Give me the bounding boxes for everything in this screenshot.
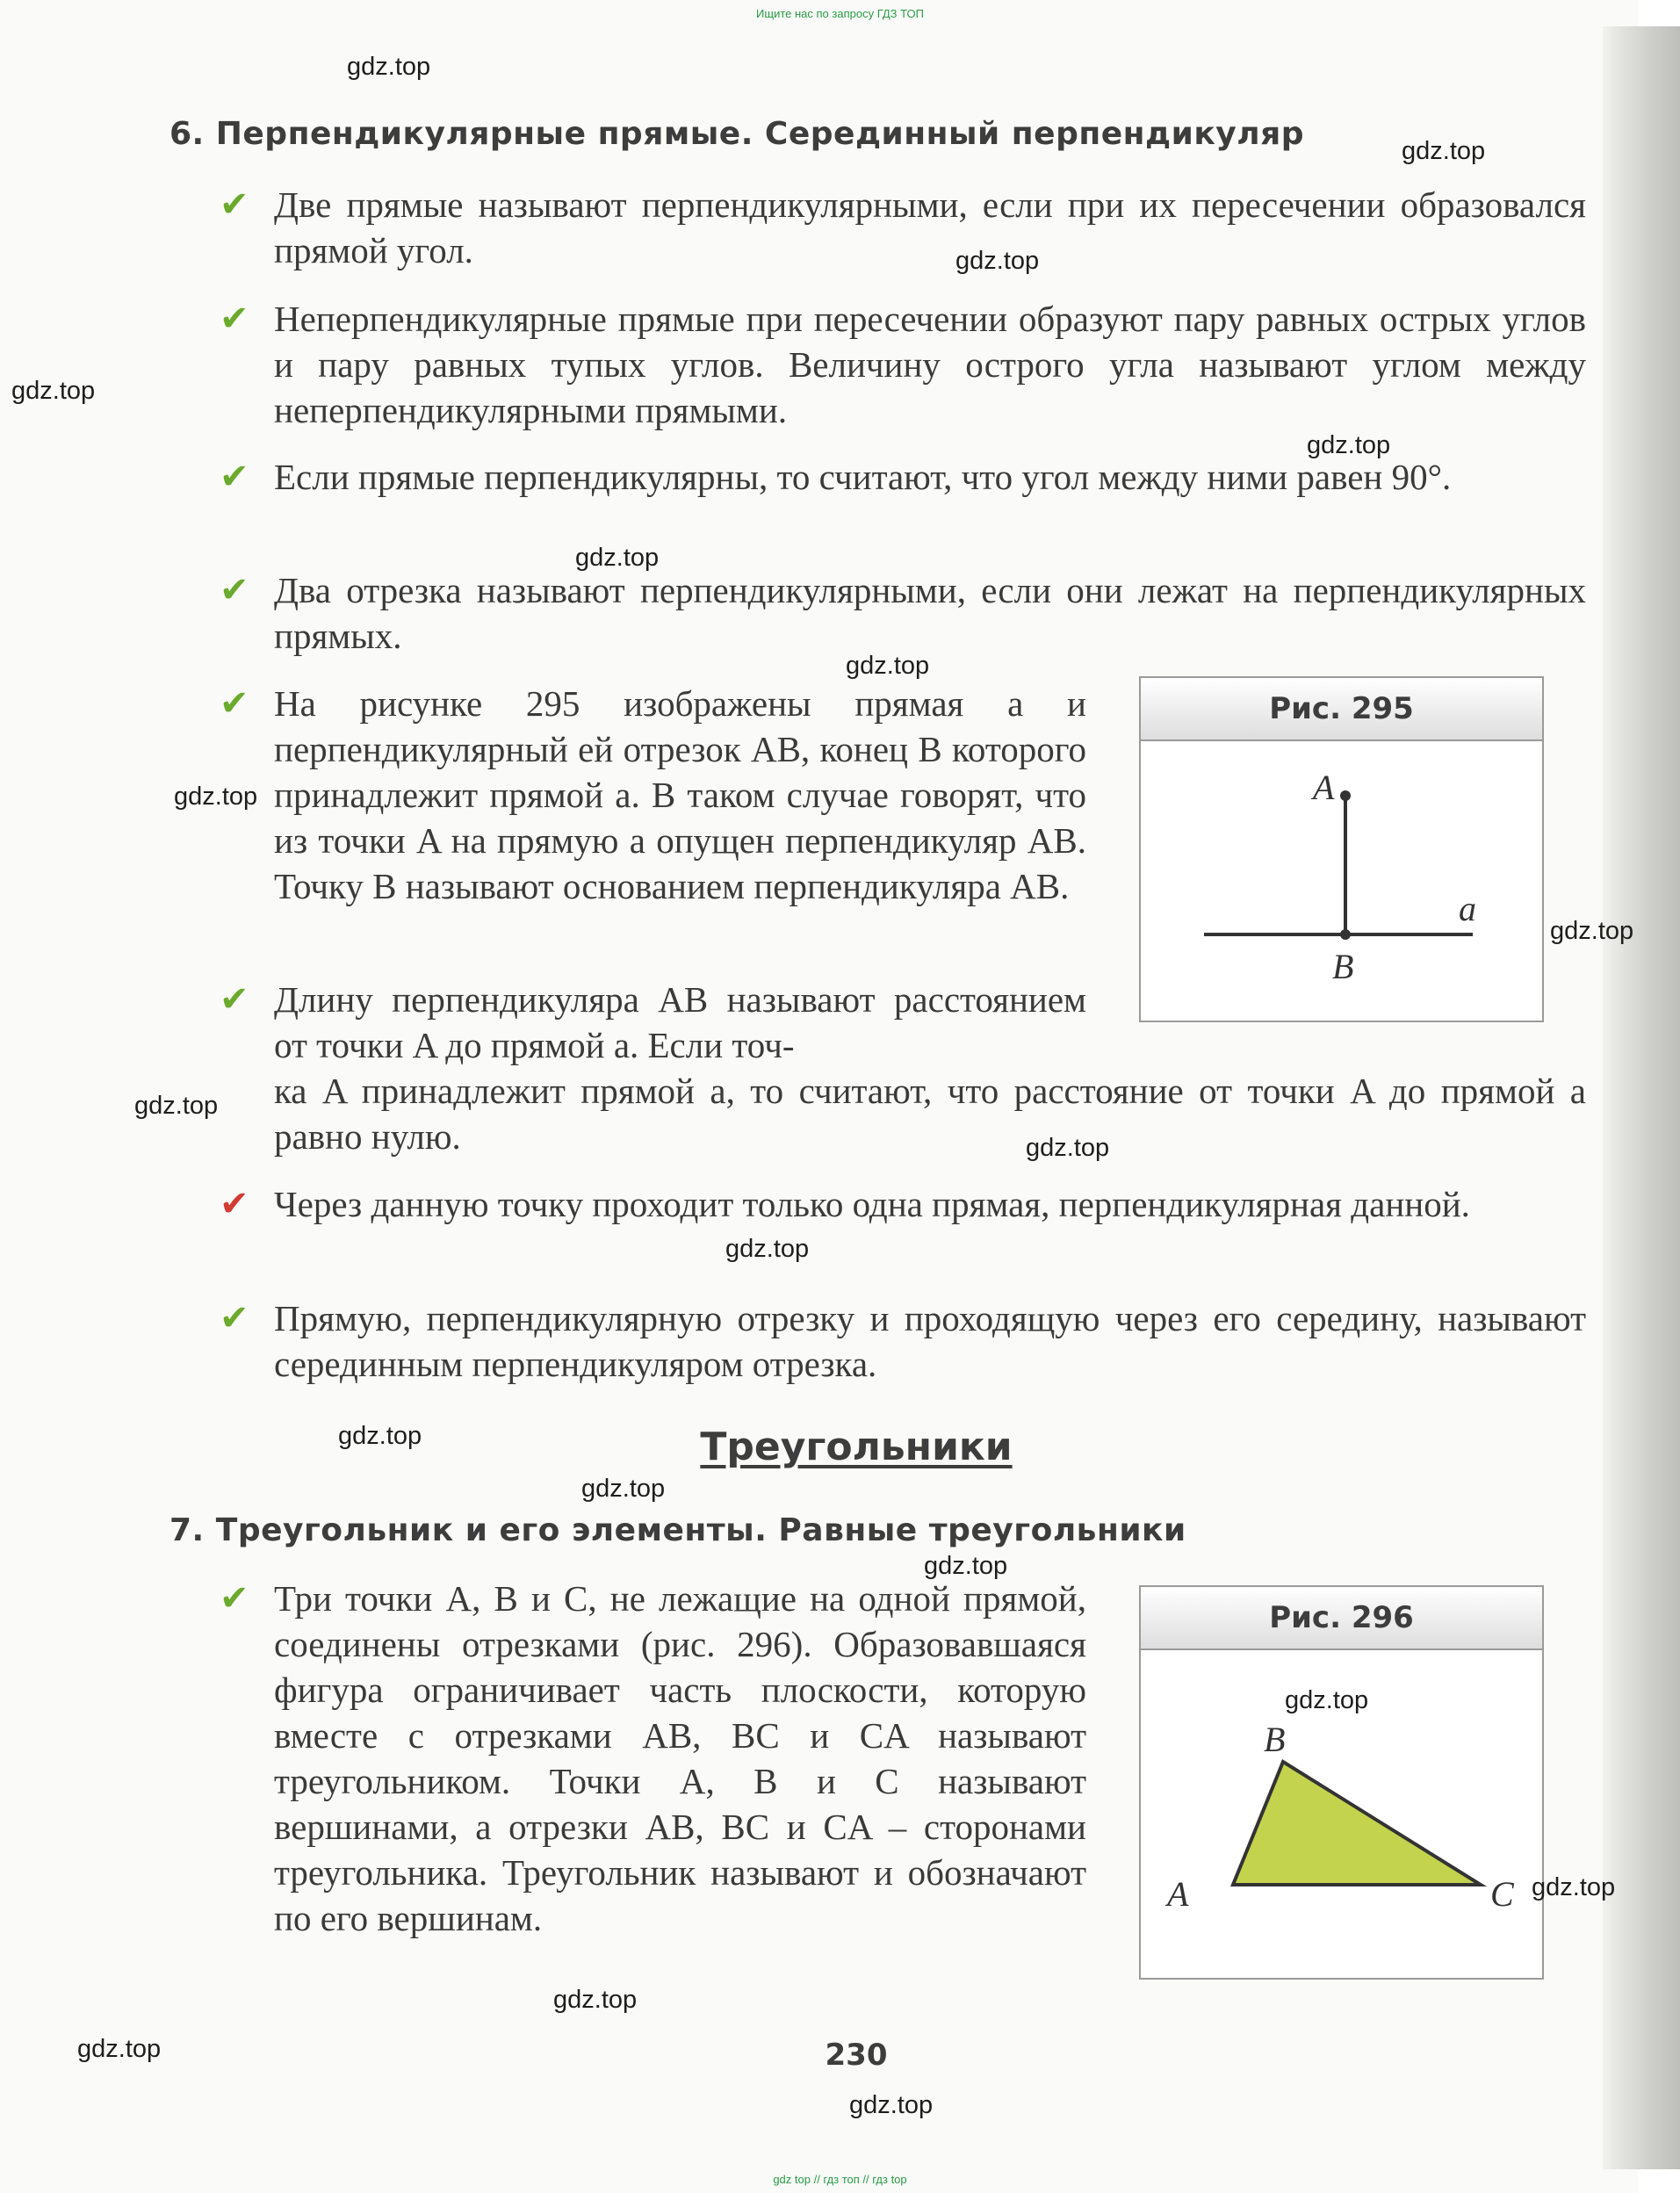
watermark: gdz.top bbox=[77, 2035, 162, 2063]
check-icon: ✔ bbox=[220, 570, 249, 610]
item-text-continued: ка A принадлежит прямой a, то считают, что расстояние от точки A до прямой a равно нулю. bbox=[274, 1071, 1586, 1157]
page-number: 230 bbox=[825, 2038, 888, 2073]
watermark: gdz.top bbox=[924, 1552, 1008, 1580]
watermark: gdz.top bbox=[134, 1092, 219, 1120]
watermark: gdz.top bbox=[1402, 137, 1486, 165]
top-note: Ищите нас по запросу ГДЗ ТОП bbox=[756, 7, 924, 20]
watermark: gdz.top bbox=[1026, 1134, 1110, 1162]
figure-295 bbox=[1139, 676, 1544, 1022]
watermark: gdz.top bbox=[1307, 431, 1391, 459]
label-b: B bbox=[1332, 947, 1354, 986]
watermark: gdz.top bbox=[955, 247, 1040, 275]
figure-caption: Рис. 295 bbox=[1141, 678, 1542, 741]
check-icon: ✔ bbox=[220, 299, 249, 339]
check-icon: ✔ bbox=[220, 184, 249, 225]
bottom-note: gdz top // гдз топ // гдз top bbox=[773, 2173, 907, 2186]
triangle-abc bbox=[1233, 1762, 1481, 1885]
label-a: A bbox=[1313, 768, 1335, 807]
watermark: gdz.top bbox=[849, 2091, 934, 2119]
watermark: gdz.top bbox=[11, 377, 96, 405]
item-text: На рисунке 295 изображены прямая a и перпендикулярный ей отрезок AB, конец B которого принадлежит прямой a. В таком случае говорят, что из точки A на прямую a опущен перпендикуляр AB. Точку B называют основанием перпендикуляра AB. bbox=[274, 683, 1086, 906]
item-text: Через данную точку проходит только одна прямая, перпендикулярная данной. bbox=[274, 1184, 1470, 1224]
item-text: Неперпендикулярные прямые при пересечении образуют пару равных острых углов и пару равных тупых углов. Величину острого угла называют углом между неперпендикулярными прямыми. bbox=[274, 299, 1586, 430]
item-text: Если прямые перпендикулярны, то считают, что угол между ними равен 90°. bbox=[274, 457, 1452, 497]
watermark: gdz.top bbox=[575, 544, 660, 572]
watermark: gdz.top bbox=[1285, 1686, 1369, 1714]
label-c: C bbox=[1490, 1874, 1514, 1914]
section7-title: 7. Треугольник и его элементы. Равные треугольники bbox=[169, 1512, 1186, 1548]
figure-296 bbox=[1139, 1585, 1544, 1980]
item-text: Две прямые называют перпендикулярными, если при их пересечении образовался прямой угол. bbox=[274, 184, 1586, 271]
point-a bbox=[1340, 790, 1351, 801]
item-text: Прямую, перпендикулярную отрезку и проходящую через его середину, называют серединным перпендикуляром отрезка. bbox=[274, 1298, 1586, 1384]
watermark: gdz.top bbox=[174, 783, 258, 811]
watermark: gdz.top bbox=[1532, 1873, 1616, 1901]
check-icon: ✔ bbox=[220, 1184, 249, 1224]
item-text: Два отрезка называют перпендикулярными, если они лежат на перпендикулярных прямых. bbox=[274, 570, 1586, 656]
check-icon: ✔ bbox=[220, 979, 249, 1020]
watermark: gdz.top bbox=[338, 1422, 422, 1450]
label-b: B bbox=[1264, 1720, 1286, 1759]
item-text: Три точки A, B и C, не лежащие на одной прямой, соединены отрезками (рис. 296). Образовавшаяся фигура ограничивает часть плоскости, которую вместе с отрезками AB, BC и CA называют треугольником. Точки A, B и C называют вершинами, а отрезки AB, BC и CA – сторонами треугольника. Треугольник называют и обозначают по его вершинам. bbox=[274, 1578, 1086, 1938]
item-text: Длину перпендикуляра AB называют расстоянием от точки A до прямой a. Если точ- bbox=[274, 979, 1086, 1065]
check-icon: ✔ bbox=[220, 683, 249, 724]
chapter-title: Треугольники bbox=[700, 1425, 1013, 1469]
perpendicular-diagram bbox=[1141, 741, 1542, 1021]
watermark: gdz.top bbox=[347, 53, 431, 81]
point-b bbox=[1340, 929, 1351, 940]
watermark: gdz.top bbox=[846, 652, 930, 680]
watermark: gdz.top bbox=[725, 1235, 810, 1263]
label-line-a: a bbox=[1459, 889, 1476, 928]
check-icon: ✔ bbox=[220, 1298, 249, 1338]
label-a: A bbox=[1167, 1874, 1189, 1914]
watermark: gdz.top bbox=[581, 1475, 666, 1503]
page-binding-shadow bbox=[1603, 26, 1680, 2169]
section6-title: 6. Перпендикулярные прямые. Серединный перпендикуляр bbox=[169, 116, 1304, 152]
watermark: gdz.top bbox=[1550, 917, 1634, 945]
figure-caption: Рис. 296 bbox=[1141, 1587, 1542, 1650]
watermark: gdz.top bbox=[553, 1986, 638, 2014]
check-icon: ✔ bbox=[220, 1578, 249, 1619]
check-icon: ✔ bbox=[220, 457, 249, 497]
